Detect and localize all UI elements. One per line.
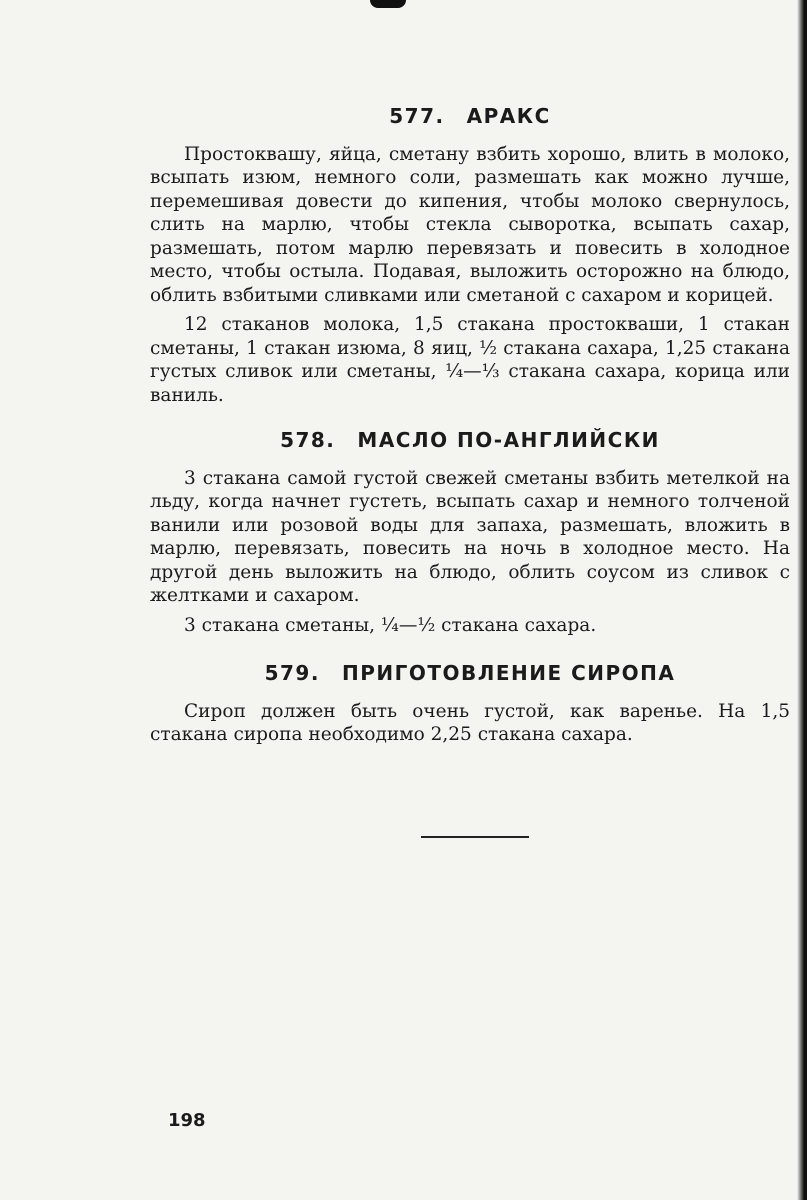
recipe-579 [150,662,790,747]
recipe-name: АРАКС [466,104,551,128]
recipe-title [150,429,790,453]
page-edge-shadow [797,0,807,1200]
section-divider [421,836,529,838]
scan-mark [370,0,406,8]
recipe-number: 577. [389,104,445,128]
recipe-title [150,662,790,686]
page-number: 198 [168,1110,206,1131]
recipe-name: ПРИГОТОВЛЕНИЕ СИРОПА [341,661,676,685]
recipe-number: 579. [264,661,320,685]
recipe-title [150,105,790,129]
recipe-instructions: 3 стакана самой густой свежей сметаны взбить метелкой на льду, когда начнет густеть, всыпать сахар и немного толченой ванили или розовой воды для запаха, размешать, вложить в марлю, перевязать, повесить на ночь в холодное место. На другой день выложить на блюдо, облить соусом из сливок с желтками и сахаром. [150,467,790,606]
recipe-instructions: Простоквашу, яйца, сметану взбить хорошо, влить в молоко, всыпать изюм, немного соли, размешать как можно лучше, перемешивая довести до кипения, чтобы молоко свернулось, слить на марлю, чтобы стекла сыворотка, всыпать сахар, размешать, потом марлю перевязать и повесить в холодное место, чтобы остыла. Подавая, выложить осторожно на блюдо, облить взбитыми сливками или сметаной с сахаром и корицей. [150,143,790,306]
recipe-ingredients: 3 стакана сметаны, ¼—½ стакана сахара. [184,614,597,636]
recipe-instructions: Сироп должен быть очень густой, как варенье. На 1,5 стакана сиропа необходимо 2,25 стакана сахара. [150,700,790,745]
recipe-578 [150,429,790,637]
recipe-name: МАСЛО ПО-АНГЛИЙСКИ [357,428,660,452]
recipe-577 [150,105,790,407]
recipe-number: 578. [280,428,336,452]
recipe-ingredients: 12 стаканов молока, 1,5 стакана простокваши, 1 стакан сметаны, 1 стакан изюма, 8 яиц, ½ стакана сахара, 1,25 стакана густых сливок или сметаны, ¼—⅓ стакана сахара, корица или ваниль. [150,314,790,406]
